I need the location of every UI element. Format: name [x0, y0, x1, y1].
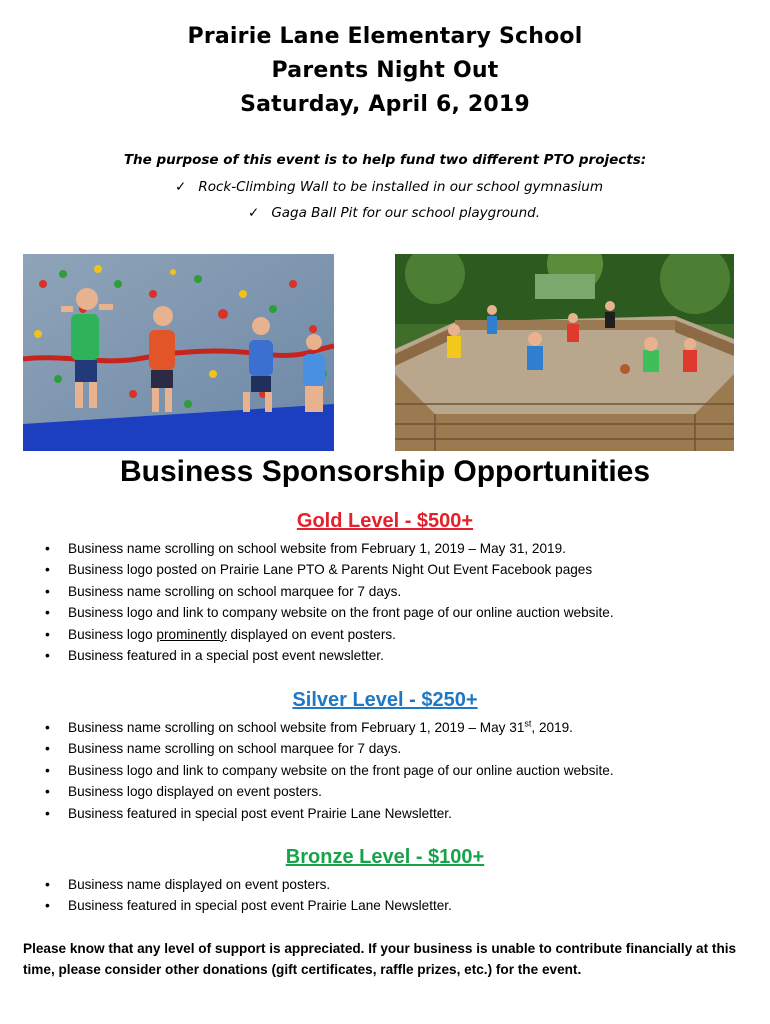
- checkmark-icon: ✓: [175, 179, 187, 195]
- event-date: Saturday, April 6, 2019: [240, 92, 530, 117]
- climbing-wall-photo: [23, 254, 334, 451]
- item-text: Business logo: [68, 626, 157, 642]
- item-text: Business name scrolling on school website from February 1, 2019 – May 31: [68, 720, 525, 735]
- event-name: Parents Night Out: [271, 58, 499, 83]
- list-item: • Business name scrolling on school marquee for 7 days.: [68, 581, 768, 602]
- checkmark-icon: ✓: [248, 205, 260, 221]
- list-item: • Business logo and link to company website on the front page of our online auction website.: [68, 602, 768, 623]
- list-item: [68, 624, 768, 645]
- flyer-header: [0, 20, 770, 122]
- list-item: • Business featured in special post event Prairie Lane Newsletter.: [68, 895, 768, 916]
- project-item: [248, 205, 540, 221]
- silver-benefits-list: [0, 717, 768, 824]
- item-text: , 2019.: [531, 720, 573, 735]
- gaga-ball-pit-photo: [395, 254, 734, 451]
- list-item: • Business featured in special post event Prairie Lane Newsletter.: [68, 803, 768, 824]
- bronze-benefits-list: [0, 874, 768, 917]
- list-item: • Business logo posted on Prairie Lane PTO & Parents Night Out Event Facebook pages: [68, 559, 768, 580]
- list-item: • Business featured in a special post event newsletter.: [68, 645, 768, 666]
- bronze-level-heading: Bronze Level - $100+: [285, 846, 485, 868]
- support-note: Please know that any level of support is appreciated. If your business is unable to contribute financially at this time, please consider other donations (gift certificates, raffle prizes, etc.) for the event.: [23, 941, 737, 977]
- gold-benefits-list: [0, 538, 768, 666]
- list-item: • Business name scrolling on school marquee for 7 days.: [68, 738, 768, 759]
- purpose-statement: The purpose of this event is to help fund two different PTO projects:: [123, 152, 647, 168]
- school-name: Prairie Lane Elementary School: [187, 24, 583, 49]
- list-item: • Business name scrolling on school website from February 1, 2019 – May 31, 2019.: [68, 538, 768, 559]
- list-item: [68, 717, 768, 738]
- project-label: Gaga Ball Pit for our school playground.: [271, 205, 541, 221]
- sponsorship-title: Business Sponsorship Opportunities: [119, 455, 651, 488]
- emphasis-text: prominently: [156, 626, 227, 642]
- list-item: • Business logo and link to company website on the front page of our online auction website.: [68, 760, 768, 781]
- gold-level-heading: Gold Level - $500+: [296, 510, 474, 532]
- project-label: Rock-Climbing Wall to be installed in our school gymnasium: [198, 179, 603, 195]
- silver-level-heading: Silver Level - $250+: [292, 689, 478, 711]
- list-item: • Business name displayed on event posters.: [68, 874, 768, 895]
- item-text: displayed on event posters.: [226, 626, 396, 642]
- list-item: • Business logo displayed on event posters.: [68, 781, 768, 802]
- ordinal-suffix: st: [524, 718, 532, 729]
- project-item: [175, 179, 603, 195]
